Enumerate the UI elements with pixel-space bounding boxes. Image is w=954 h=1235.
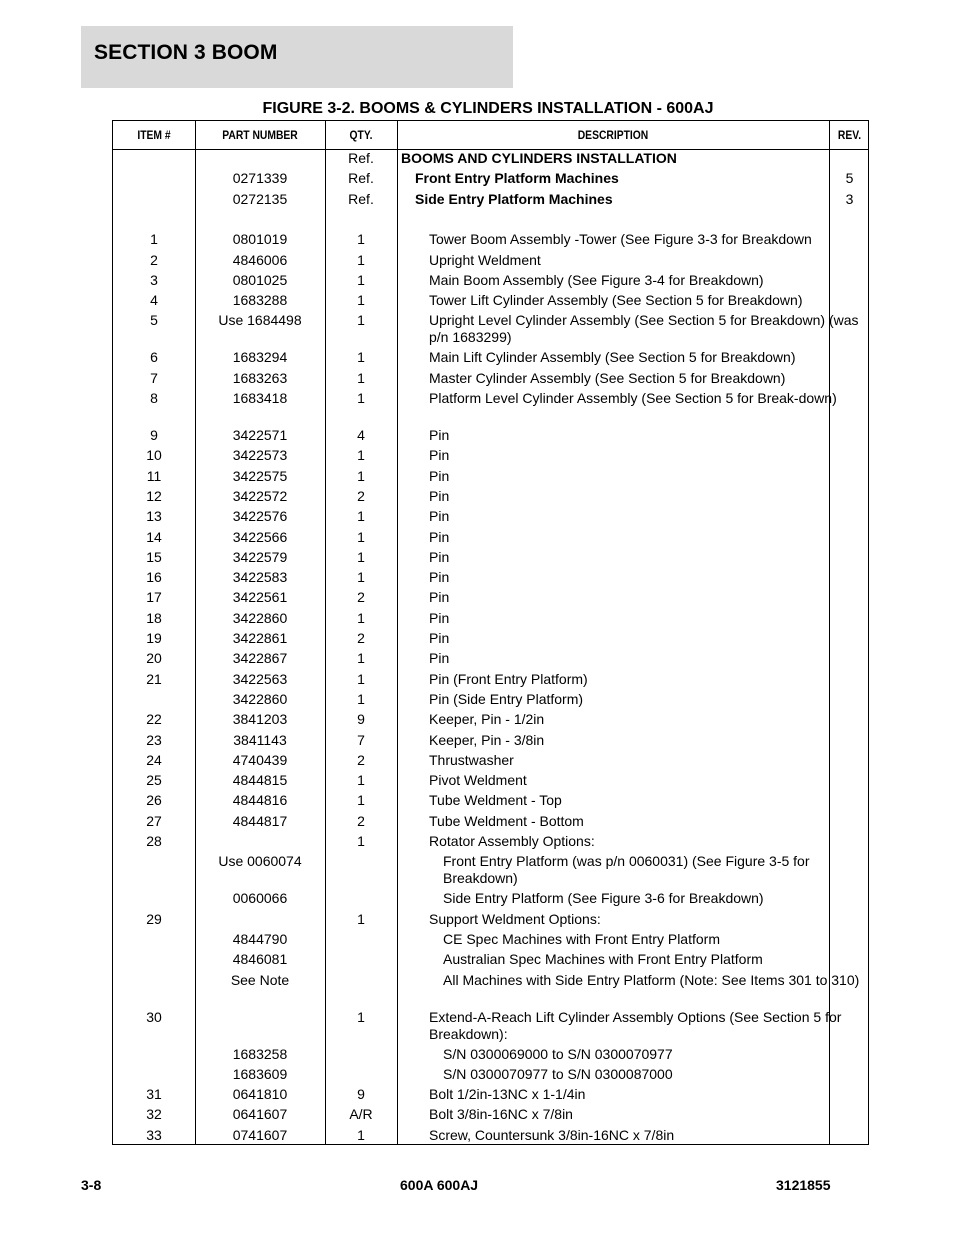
part-number: 3841143 bbox=[233, 731, 287, 748]
footer-page-number: 3-8 bbox=[81, 1177, 102, 1193]
description: Pin bbox=[429, 548, 450, 565]
quantity: 1 bbox=[357, 369, 365, 386]
figure-title: FIGURE 3-2. BOOMS & CYLINDERS INSTALLATION - 600AJ bbox=[262, 100, 714, 117]
footer-model: 600A 600AJ bbox=[400, 1177, 479, 1193]
item-number: 14 bbox=[146, 528, 162, 545]
header-item: ITEM # bbox=[137, 128, 171, 142]
part-number: 0741607 bbox=[232, 1126, 288, 1143]
description: Pin (Side Entry Platform) bbox=[429, 690, 584, 707]
quantity: 1 bbox=[357, 271, 365, 288]
description: Pin bbox=[429, 487, 450, 504]
part-number: 3422566 bbox=[232, 528, 288, 545]
part-number: 0272135 bbox=[232, 190, 288, 207]
description: Platform Level Cylinder Assembly (See Section 5 for Break-down) bbox=[429, 390, 837, 406]
quantity: 4 bbox=[357, 427, 365, 443]
item-number: 9 bbox=[150, 427, 158, 443]
description: Pin bbox=[429, 467, 450, 484]
part-number: Use 1684498 bbox=[218, 312, 302, 329]
quantity: 1 bbox=[357, 690, 365, 707]
description: Master Cylinder Assembly (See Section 5 for Breakdown) bbox=[429, 369, 786, 386]
part-number: 1683294 bbox=[232, 349, 288, 366]
description: Keeper, Pin - 3/8in bbox=[429, 731, 545, 748]
quantity: 1 bbox=[357, 833, 365, 849]
section-title: SECTION 3 BOOM bbox=[94, 41, 278, 64]
quantity: 2 bbox=[357, 487, 365, 504]
part-number: 3422571 bbox=[232, 427, 288, 443]
part-number: 0641607 bbox=[232, 1106, 288, 1123]
header-qty: QTY. bbox=[349, 128, 373, 142]
header-description: DESCRIPTION bbox=[577, 128, 649, 142]
part-number: See Note bbox=[230, 971, 290, 988]
quantity: 1 bbox=[357, 231, 365, 248]
quantity: 1 bbox=[357, 1126, 365, 1143]
quantity: 7 bbox=[357, 731, 365, 748]
item-number: 8 bbox=[150, 390, 158, 406]
description: Pivot Weldment bbox=[429, 772, 527, 789]
quantity: 1 bbox=[357, 447, 365, 464]
revision: 3 bbox=[845, 190, 854, 207]
description: Rotator Assembly Options: bbox=[429, 833, 595, 849]
item-number: 29 bbox=[146, 910, 162, 927]
description: Extend-A-Reach Lift Cylinder Assembly Options (See Section 5 for Breakdown): bbox=[429, 1008, 842, 1042]
part-number: 4844815 bbox=[232, 772, 288, 789]
quantity: 1 bbox=[357, 312, 365, 329]
description: Pin bbox=[429, 447, 450, 464]
quantity: 9 bbox=[357, 1086, 365, 1103]
description: Main Lift Cylinder Assembly (See Section 5 for Breakdown) bbox=[429, 349, 796, 366]
description: Pin bbox=[429, 630, 450, 646]
part-number: 0641810 bbox=[232, 1086, 288, 1103]
item-number: 10 bbox=[146, 447, 162, 464]
part-number: 0271339 bbox=[232, 170, 288, 187]
part-number: 3841203 bbox=[232, 711, 288, 728]
part-number: 4844790 bbox=[232, 930, 288, 947]
quantity: 1 bbox=[357, 548, 365, 565]
quantity: 1 bbox=[357, 528, 365, 545]
part-number: 0060066 bbox=[232, 890, 288, 907]
quantity: 1 bbox=[357, 910, 365, 927]
item-number: 16 bbox=[146, 569, 162, 586]
item-number: 4 bbox=[150, 292, 158, 309]
description: Tower Lift Cylinder Assembly (See Section 5 for Breakdown) bbox=[429, 292, 803, 309]
description: Upright Weldment bbox=[429, 251, 541, 268]
part-number: 3422573 bbox=[232, 447, 288, 464]
item-number: 5 bbox=[150, 312, 158, 329]
part-number: 3422861 bbox=[232, 630, 288, 646]
item-number: 3 bbox=[150, 271, 158, 288]
description: Front Entry Platform (was p/n 0060031) (See Figure 3-5 for Breakdown) bbox=[443, 853, 810, 887]
part-number: 4844817 bbox=[232, 812, 288, 829]
part-number: 3422572 bbox=[232, 487, 288, 504]
item-number: 7 bbox=[150, 369, 158, 386]
quantity: 1 bbox=[357, 792, 365, 809]
quantity: 2 bbox=[357, 630, 365, 646]
part-number: 3422579 bbox=[232, 548, 288, 565]
description: Bolt 1/2in-13NC x 1-1/4in bbox=[429, 1086, 586, 1103]
description: Pin bbox=[429, 427, 450, 443]
description: All Machines with Side Entry Platform (Note: See Items 301 to 310) bbox=[443, 971, 860, 988]
quantity: 1 bbox=[357, 292, 365, 309]
part-number: 3422563 bbox=[232, 670, 288, 687]
description: Pin bbox=[429, 528, 450, 545]
quantity: Ref. bbox=[348, 190, 374, 207]
description: Main Boom Assembly (See Figure 3-4 for Breakdown) bbox=[429, 271, 764, 288]
description: Pin bbox=[429, 569, 450, 586]
item-number: 22 bbox=[146, 711, 162, 728]
description: Thrustwasher bbox=[429, 751, 514, 768]
part-number: 4740439 bbox=[232, 751, 288, 768]
part-number: 4846081 bbox=[232, 951, 288, 968]
description: Pin bbox=[429, 609, 450, 626]
part-number: 3422860 bbox=[232, 690, 288, 707]
item-number: 24 bbox=[146, 751, 162, 768]
description: Tube Weldment - Bottom bbox=[429, 812, 584, 829]
quantity: 1 bbox=[357, 508, 365, 525]
part-number: 3422561 bbox=[232, 589, 288, 606]
header-rev: REV. bbox=[837, 128, 862, 142]
revision: 5 bbox=[845, 170, 854, 187]
quantity: 1 bbox=[357, 390, 365, 406]
description: Screw, Countersunk 3/8in-16NC x 7/8in bbox=[429, 1126, 675, 1143]
quantity: 9 bbox=[357, 711, 365, 728]
description: Upright Level Cylinder Assembly (See Section 5 for Breakdown) (was p/n 1683299) bbox=[429, 312, 859, 346]
description: Bolt 3/8in-16NC x 7/8in bbox=[429, 1106, 573, 1123]
item-number: 13 bbox=[146, 508, 162, 525]
quantity: 1 bbox=[357, 1008, 365, 1025]
description: Front Entry Platform Machines bbox=[415, 170, 619, 187]
description: CE Spec Machines with Front Entry Platform bbox=[443, 930, 720, 947]
description: Pin bbox=[429, 508, 450, 525]
item-number: 20 bbox=[146, 650, 162, 667]
item-number: 33 bbox=[146, 1126, 162, 1143]
part-number: 1683263 bbox=[232, 369, 288, 386]
description: Tube Weldment - Top bbox=[429, 792, 562, 809]
parts-table bbox=[112, 120, 869, 1145]
description: BOOMS AND CYLINDERS INSTALLATION bbox=[401, 150, 677, 166]
part-number: 4846006 bbox=[232, 251, 288, 268]
item-number: 25 bbox=[146, 772, 162, 789]
item-number: 12 bbox=[146, 487, 162, 504]
part-number: 1683288 bbox=[232, 292, 288, 309]
item-number: 31 bbox=[146, 1086, 162, 1103]
quantity: 1 bbox=[357, 349, 365, 366]
quantity: 1 bbox=[357, 650, 365, 667]
quantity: 1 bbox=[357, 772, 365, 789]
item-number: 21 bbox=[146, 670, 162, 687]
quantity: 2 bbox=[357, 751, 365, 768]
part-number: 3422867 bbox=[232, 650, 288, 667]
description: Keeper, Pin - 1/2in bbox=[429, 711, 545, 728]
item-number: 32 bbox=[146, 1106, 162, 1123]
description: Support Weldment Options: bbox=[429, 910, 601, 927]
description: Pin bbox=[429, 589, 450, 606]
description: S/N 0300069000 to S/N 0300070977 bbox=[443, 1045, 673, 1062]
part-number: 3422575 bbox=[232, 467, 288, 484]
item-number: 2 bbox=[150, 251, 158, 268]
quantity: 1 bbox=[357, 609, 365, 626]
part-number: 3422576 bbox=[232, 508, 288, 525]
item-number: 28 bbox=[146, 833, 162, 849]
description: Pin (Front Entry Platform) bbox=[429, 670, 588, 687]
item-number: 30 bbox=[146, 1008, 162, 1025]
item-number: 18 bbox=[146, 609, 162, 626]
quantity: 1 bbox=[357, 569, 365, 586]
quantity: 2 bbox=[357, 812, 365, 829]
part-number: 1683418 bbox=[232, 390, 288, 406]
quantity: 1 bbox=[357, 670, 365, 687]
part-number: 3422583 bbox=[232, 569, 288, 586]
item-number: 27 bbox=[146, 812, 162, 829]
section-header bbox=[81, 26, 513, 88]
quantity: Ref. bbox=[348, 150, 374, 166]
header-part-number: PART NUMBER bbox=[222, 128, 298, 142]
quantity: 2 bbox=[357, 589, 365, 606]
item-number: 15 bbox=[146, 548, 162, 565]
table-body bbox=[113, 121, 870, 1146]
footer-doc-number: 3121855 bbox=[776, 1177, 831, 1193]
item-number: 17 bbox=[146, 589, 162, 606]
description: Australian Spec Machines with Front Entry Platform bbox=[443, 951, 763, 968]
quantity: Ref. bbox=[348, 170, 374, 187]
item-number: 26 bbox=[146, 792, 162, 809]
part-number: 0801025 bbox=[232, 271, 288, 288]
part-number: Use 0060074 bbox=[218, 853, 302, 870]
part-number: 1683258 bbox=[232, 1045, 288, 1062]
description: Pin bbox=[429, 650, 450, 667]
item-number: 23 bbox=[146, 731, 162, 748]
description: Side Entry Platform Machines bbox=[415, 190, 613, 207]
quantity: 1 bbox=[357, 251, 365, 268]
description: Tower Boom Assembly -Tower (See Figure 3-3 for Breakdown bbox=[429, 231, 812, 248]
part-number: 4844816 bbox=[232, 792, 288, 809]
item-number: 19 bbox=[146, 630, 162, 646]
part-number: 1683609 bbox=[232, 1065, 288, 1082]
quantity: 1 bbox=[357, 467, 365, 484]
item-number: 1 bbox=[150, 231, 158, 248]
item-number: 11 bbox=[146, 467, 162, 484]
description: S/N 0300070977 to S/N 0300087000 bbox=[443, 1065, 673, 1082]
quantity: A/R bbox=[349, 1106, 373, 1123]
part-number: 3422860 bbox=[232, 609, 288, 626]
item-number: 6 bbox=[150, 349, 158, 366]
part-number: 0801019 bbox=[232, 231, 288, 248]
description: Side Entry Platform (See Figure 3-6 for Breakdown) bbox=[443, 890, 764, 907]
